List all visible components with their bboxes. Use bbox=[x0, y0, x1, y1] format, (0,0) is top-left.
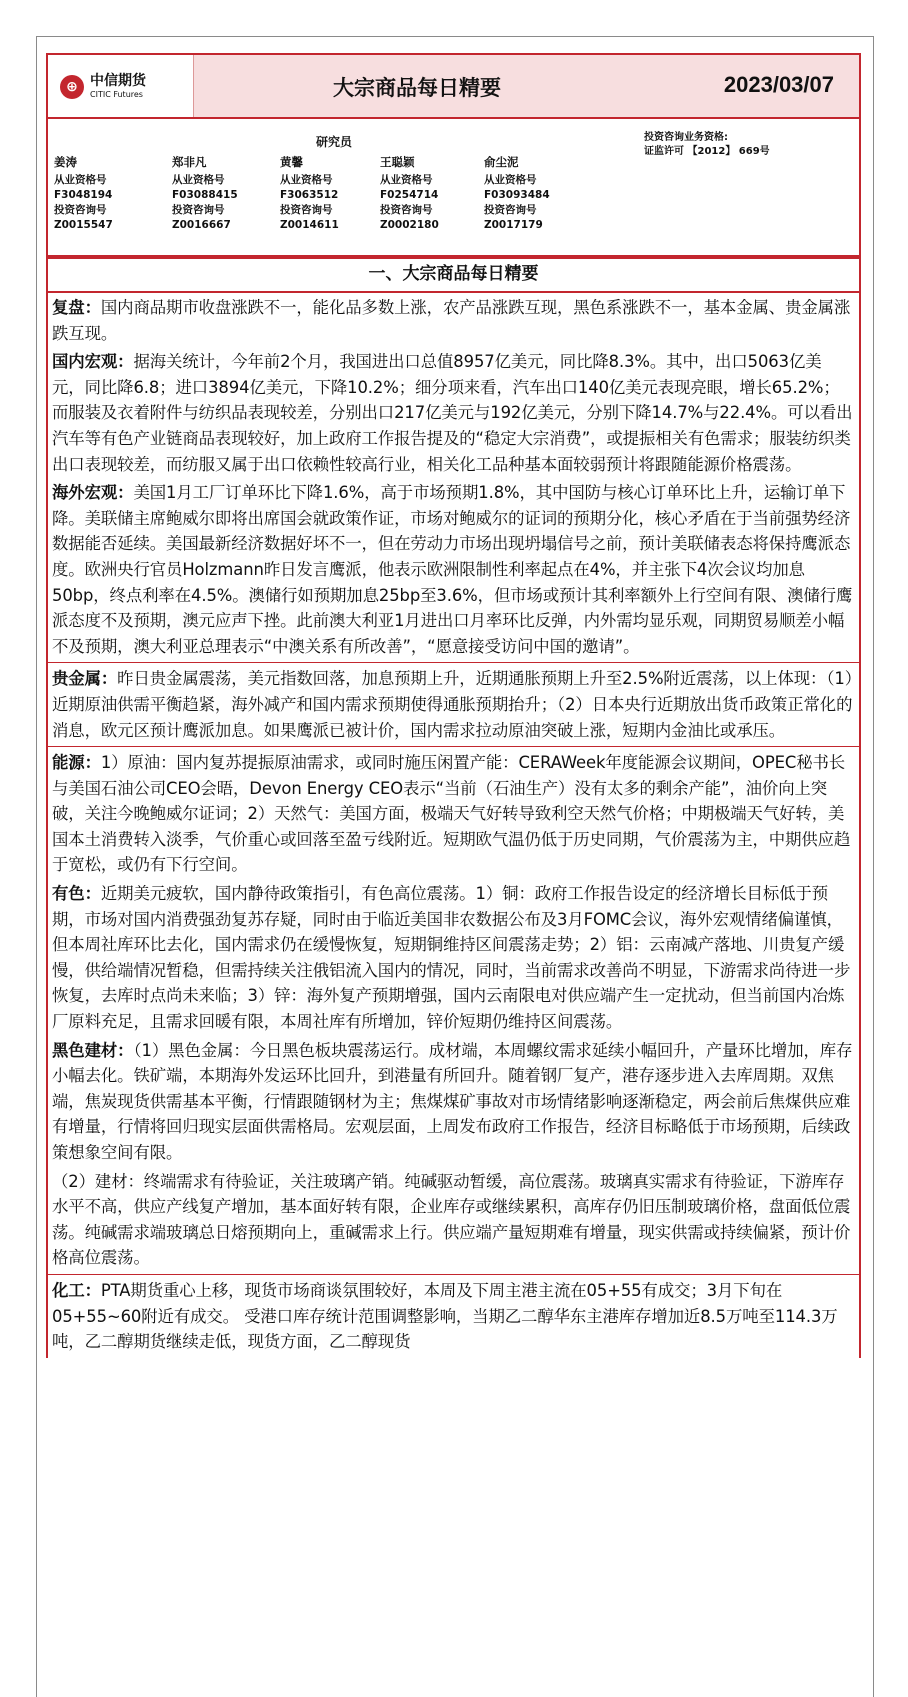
analyst-name: 俞尘泥 bbox=[484, 155, 519, 169]
consult-number: Z0014611 bbox=[280, 219, 339, 231]
consult-label: 投资咨询号 bbox=[172, 204, 225, 216]
analyst-name: 郑非凡 bbox=[172, 155, 207, 169]
paragraph-text: （2）建材：终端需求有待验证，关注玻璃产销。纯碱驱动暂缓，高位震荡。玻璃真实需求有待验证，下游库存水平不高，供应产线复产增加，基本面好转有限，企业库存或继续累积，高库存仍旧压制玻璃价格，盘面低位震荡。纯碱需求端玻璃总日熔预期向上，重碱需求上行。供应端产量短期难有增量，现实供需或持续偏紧，预计价格高位震荡。 bbox=[52, 1171, 851, 1268]
consult-number: Z0015547 bbox=[54, 219, 113, 231]
consult-label: 投资咨询号 bbox=[380, 204, 433, 216]
section-title: 一、大宗商品每日精要 bbox=[46, 259, 861, 293]
section-divider bbox=[48, 1274, 859, 1275]
cert-number: F0254714 bbox=[380, 189, 439, 201]
paragraph-heading: 有色： bbox=[52, 884, 101, 904]
section-divider bbox=[48, 746, 859, 747]
analyst-name: 姜涛 bbox=[54, 155, 77, 169]
cert-number: F3048194 bbox=[54, 189, 113, 201]
analyst-entry bbox=[54, 155, 164, 233]
commentary-paragraph bbox=[52, 1169, 853, 1274]
commentary-paragraph bbox=[52, 1278, 853, 1358]
paragraph-text: 近期美元疲软，国内静待政策指引，有色高位震荡。1）铜：政府工作报告设定的经济增长目标低于预期，市场对国内消费强劲复苏存疑，同时由于临近美国非农数据公布及3月FOMC会议，海外宏观情绪偏谨慎，但本周社库环比去化，国内需求仍在缓慢恢复，短期铜维持区间震荡走势；2）铝：云南减产落地、川贵复产缓慢，供给端情况暂稳，但需持续关注俄铝流入国内的情况，同时，当前需求改善尚不明显，下游需求尚待进一步恢复，去库时点尚未来临；3）锌：海外复产预期增强，国内云南限电对供应端产生一定扰动，但当前国内冶炼厂原料充足，且需求回暖有限，本周社库有所增加，锌价短期仍维持区间震荡。 bbox=[52, 884, 851, 1032]
paragraph-text: PTA期货重心上移，现货市场商谈氛围较好，本周及下周主港主流在05+55有成交；3月下旬在05+55~60附近有成交。 受港口库存统计范围调整影响，当期乙二醇华东主港库存增加近8.5万吨至114.3万吨，乙二醇期货继续走低，现货方面，乙二醇现货 bbox=[52, 1280, 838, 1352]
consult-label: 投资咨询号 bbox=[54, 204, 107, 216]
commentary-paragraph bbox=[52, 750, 853, 881]
cert-label: 从业资格号 bbox=[172, 174, 225, 186]
license-info bbox=[644, 131, 770, 159]
commentary-paragraph bbox=[52, 480, 853, 662]
paragraph-text: 据海关统计，今年前2个月，我国进出口总值8957亿美元，同比降8.3%。其中，出口5063亿美元，同比降6.8；进口3894亿美元，下降10.2%；细分项来看，汽车出口140亿美元表现亮眼，增长65.2%；而服装及衣着附件与纺织品表现较差，分别出口217亿美元与192亿美元，分别下降14.7%与22.4%。可以看出汽车等有色产业链商品表现较好，加上政府工作报告提及的“稳定大宗消费”，或提振相关有色需求；服装纺织类出口表现较差，而纺服又属于出口依赖性较高行业，相关化工品种基本面较弱预计将跟随能源价格震荡。 bbox=[52, 352, 853, 474]
paragraph-text: （1）黑色金属：今日黑色板块震荡运行。成材端，本周螺纹需求延续小幅回升，产量环比增加，库存小幅去化。铁矿端，本期海外发运环比回升，到港量有所回升。随着钢厂复产，港存逐步进入去库周期。双焦端，焦炭现货供需基本平衡，行情跟随钢材为主；焦煤煤矿事故对市场情绪影响逐渐稳定，两会前后焦煤供应难有增量，行情将回归现实层面供需格局。宏观层面，上周发布政府工作报告，经济目标略低于市场预期，后续政策想象空间有限。 bbox=[52, 1040, 853, 1162]
report-body bbox=[46, 293, 861, 1358]
analyst-name: 黄馨 bbox=[280, 155, 303, 169]
cert-label: 从业资格号 bbox=[280, 174, 333, 186]
commentary-paragraph bbox=[52, 349, 853, 480]
paragraph-heading: 海外宏观： bbox=[52, 483, 134, 503]
paragraph-text: 1）原油：国内复苏提振原油需求，或同时施压闲置产能：CERAWeek年度能源会议期间，OPEC秘书长与美国石油公司CEO会晤，Devon Energy CEO表示“当前（石油生产）没有太多的剩余产能”，油价向上突破，关注今晚鲍威尔证词；2）天然气：美国方面，极端天气好转导致利空天然气价格；中期极端天气好转，美国本土消费转入淡季，气价重心或回落至盈亏线附近。短期欧气温仍低于历史同期，气价震荡为主，中期供应趋于宽松，或仍有下行空间。 bbox=[52, 753, 851, 875]
logo-english-name: CITIC Futures bbox=[90, 90, 143, 99]
paragraph-heading: 国内宏观： bbox=[52, 352, 134, 372]
paragraph-heading: 黑色建材： bbox=[52, 1040, 134, 1060]
citic-logo-icon: ⊕ bbox=[60, 75, 84, 99]
analyst-entry bbox=[484, 155, 594, 233]
cert-label: 从业资格号 bbox=[484, 174, 537, 186]
commentary-paragraph bbox=[52, 666, 853, 746]
license-number: 证监许可 【2012】 669号 bbox=[644, 146, 770, 157]
logo-chinese-name: 中信期货 bbox=[90, 73, 146, 89]
analyst-entry bbox=[380, 155, 490, 233]
company-logo bbox=[48, 55, 194, 117]
paragraph-text: 昨日贵金属震荡，美元指数回落，加息预期上升，近期通胀预期上升至2.5%附近震荡，以上体现：（1）近期原油供需平衡趋紧，海外减产和国内需求预期使得通胀预期抬升；（2）日本央行近期放出货币政策正常化的消息，欧元区预计鹰派加息。如果鹰派已被计价，国内需求拉动原油突破上涨，短期内金油比或承压。 bbox=[52, 669, 853, 740]
report-title: 大宗商品每日精要 bbox=[333, 76, 501, 100]
consult-number: Z0002180 bbox=[380, 219, 439, 231]
commentary-paragraph bbox=[52, 881, 853, 1038]
consult-label: 投资咨询号 bbox=[280, 204, 333, 216]
commentary-paragraph bbox=[52, 1038, 853, 1169]
section-divider bbox=[48, 662, 859, 663]
paragraph-heading: 贵金属： bbox=[52, 669, 118, 689]
license-line: 投资咨询业务资格: bbox=[644, 132, 728, 143]
paragraph-text: 美国1月工厂订单环比下降1.6%，高于市场预期1.8%，其中国防与核心订单环比上升，运输订单下降。美联储主席鲍威尔即将出席国会就政策作证，市场对鲍威尔的证词的预期分化，核心矛盾在于当前强势经济数据能否延续。美国最新经济数据好坏不一，但在劳动力市场出现坍塌信号之前，预计美联储表态将保持鹰派态度。欧洲央行官员Holzmann昨日发言鹰派，他表示欧洲限制性利率起点在4%，并主张下4次会议均加息50bp，终点利率在4.5%。澳储行如预期加息25bp至3.6%，但市场或预计其利率额外上行空间有限、澳储行鹰派态度不及预期，澳元应声下挫。此前澳大利亚1月进出口月率环比反弹，内外需均显乐观，同期贸易顺差小幅不及预期，澳大利亚总理表示“中澳关系有所改善”，“愿意接受访问中国的邀请”。 bbox=[52, 483, 853, 656]
consult-number: Z0016667 bbox=[172, 219, 231, 231]
cert-label: 从业资格号 bbox=[380, 174, 433, 186]
analyst-entry bbox=[280, 155, 390, 233]
analyst-heading: 研究员 bbox=[316, 135, 353, 149]
paragraph-heading: 能源： bbox=[52, 753, 101, 773]
cert-number: F03088415 bbox=[172, 189, 238, 201]
consult-label: 投资咨询号 bbox=[484, 204, 537, 216]
paragraph-heading: 复盘： bbox=[52, 298, 101, 317]
paragraph-heading: 化工： bbox=[52, 1280, 101, 1300]
analyst-entry bbox=[172, 155, 282, 233]
commentary-paragraph bbox=[52, 295, 853, 349]
report-date: 2023/03/07 bbox=[723, 72, 834, 97]
cert-number: F03093484 bbox=[484, 189, 550, 201]
analyst-name: 王聪颖 bbox=[380, 155, 415, 169]
cert-number: F3063512 bbox=[280, 189, 339, 201]
report-header bbox=[46, 53, 861, 119]
report bbox=[46, 53, 861, 1693]
analyst-block bbox=[46, 119, 861, 259]
consult-number: Z0017179 bbox=[484, 219, 543, 231]
cert-label: 从业资格号 bbox=[54, 174, 107, 186]
paragraph-text: 国内商品期市收盘涨跌不一，能化品多数上涨，农产品涨跌互现，黑色系涨跌不一，基本金属、贵金属涨跌互现。 bbox=[52, 298, 851, 343]
